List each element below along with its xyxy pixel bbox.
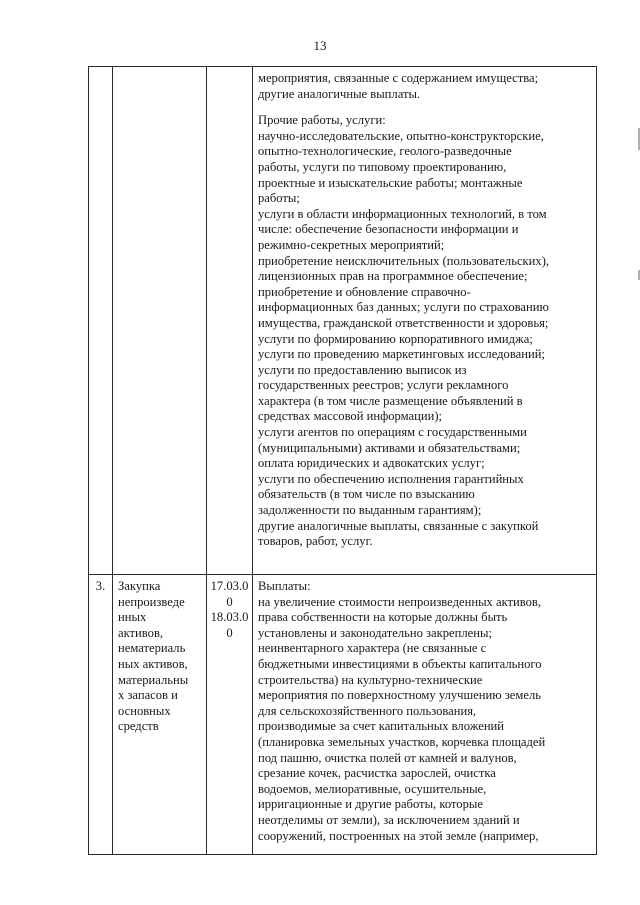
text-line: установлены и законодательно закреплены; bbox=[258, 625, 492, 640]
text-line: неотделимы от земли), за исключением зданий и bbox=[258, 812, 520, 827]
text-line: информационных баз данных; услуги по страхованию bbox=[258, 300, 549, 315]
text-line: ирригационные и другие работы, которые bbox=[258, 797, 483, 812]
text-line: услуги по обеспечению исполнения гарантийных bbox=[258, 471, 524, 486]
code-line: 0 bbox=[226, 594, 233, 609]
text-line: числе: обеспечение безопасности информации и bbox=[258, 222, 519, 237]
text-line: приобретение неисключительных (пользовательских), bbox=[258, 253, 550, 268]
text-line: под пашню, очистка полей от камней и валунов, bbox=[258, 750, 517, 765]
text-line: срезание кочек, расчистка зарослей, очистка bbox=[258, 766, 496, 781]
text-line: услуги агентов по операциям с государственными bbox=[258, 425, 527, 440]
row-description-cell bbox=[253, 575, 597, 855]
name-line: ных активов, bbox=[118, 656, 188, 671]
name-line: Закупка bbox=[118, 579, 161, 593]
name-line: х запасов и bbox=[118, 688, 178, 703]
row-code-cell bbox=[207, 575, 253, 855]
text-line: другие аналогичные выплаты, связанные с закупкой bbox=[258, 518, 539, 533]
row-description bbox=[253, 575, 596, 848]
text-line: работы; bbox=[258, 191, 300, 206]
text-line: услуги по предоставлению выписок из bbox=[258, 362, 467, 377]
name-line: нематериаль bbox=[118, 641, 186, 656]
name-cell bbox=[113, 67, 207, 575]
page-number: 13 bbox=[313, 38, 327, 53]
text-line: услуги по формированию корпоративного имиджа; bbox=[258, 331, 533, 346]
text-line: бюджетными инвестициями в объекты капитального bbox=[258, 656, 542, 671]
name-line: активов, bbox=[118, 625, 164, 640]
row-name bbox=[113, 575, 206, 739]
text-line: работы, услуги по типовому проектированию, bbox=[258, 159, 507, 174]
text-line: другие аналогичные выплаты. bbox=[258, 86, 421, 101]
text-line: для сельскохозяйственного пользования, bbox=[258, 703, 477, 718]
text-line: обязательств (в том числе по взысканию bbox=[258, 487, 475, 502]
text-line: товаров, работ, услуг. bbox=[258, 534, 373, 549]
text-line: (муниципальными) активами и обязательствами; bbox=[258, 440, 521, 455]
text-line: задолженности по выданным гарантиям); bbox=[258, 503, 482, 518]
row-code bbox=[207, 575, 252, 641]
text-line: неинвентарного характера (не связанные с bbox=[258, 641, 487, 656]
text-line: производимые за счет капитальных вложений bbox=[258, 719, 505, 734]
row-name-cell bbox=[113, 575, 207, 855]
text-line: приобретение и обновление справочно- bbox=[258, 284, 471, 299]
name-line: основных bbox=[118, 703, 171, 718]
text-line: мероприятия по поверхностному улучшению земель bbox=[258, 688, 541, 703]
text-line: водоемов, мелиоративные, осушительные, bbox=[258, 781, 487, 796]
code-line: 0 bbox=[226, 625, 233, 640]
text-line: (планировка земельных участков, корчевка площадей bbox=[258, 734, 546, 749]
description-block-1 bbox=[258, 71, 592, 102]
table-row-continued bbox=[89, 67, 597, 575]
text-line: научно-исследовательские, опытно-конструкторские, bbox=[258, 128, 544, 143]
name-line: непроизведе bbox=[118, 594, 185, 609]
text-line: на увеличение стоимости непроизведенных активов, bbox=[258, 594, 542, 609]
text-line: услуги по проведению маркетинговых исследований; bbox=[258, 347, 545, 362]
name-line: средств bbox=[118, 719, 159, 734]
description-cell bbox=[253, 67, 597, 575]
code-line: 17.03.0 bbox=[210, 579, 249, 593]
text-line: права собственности на которые должны быть bbox=[258, 610, 508, 625]
description-block-2 bbox=[258, 113, 592, 550]
classification-table bbox=[88, 66, 597, 855]
code-cell bbox=[207, 67, 253, 575]
text-line: мероприятия, связанные с содержанием имущества; bbox=[258, 71, 539, 85]
code-line: 18.03.0 bbox=[210, 610, 249, 625]
text-line: сооружений, построенных на этой земле (например, bbox=[258, 828, 539, 843]
text-line: Прочие работы, услуги: bbox=[258, 113, 386, 128]
name-line: нных bbox=[118, 610, 147, 625]
text-line: Выплаты: bbox=[258, 579, 311, 593]
text-line: опытно-технологические, геолого-разведочные bbox=[258, 144, 512, 159]
text-line: средствах массовой информации); bbox=[258, 409, 443, 424]
name-line: материальны bbox=[118, 672, 189, 687]
text-line: услуги в области информационных технологий, в том bbox=[258, 206, 547, 221]
text-line: оплата юридических и адвокатских услуг; bbox=[258, 456, 485, 471]
text-line: проектные и изыскательские работы; монтажные bbox=[258, 175, 523, 190]
text-line: характера (в том числе размещение объявлений в bbox=[258, 393, 523, 408]
text-line: лицензионных прав на программное обеспечение; bbox=[258, 269, 528, 284]
number-cell bbox=[89, 67, 113, 575]
text-line: режимно-секретных мероприятий; bbox=[258, 237, 445, 252]
table-row-3 bbox=[89, 575, 597, 855]
text-line: имущества, гражданской ответственности и здоровья; bbox=[258, 315, 549, 330]
row-number: 3. bbox=[89, 575, 113, 855]
text-line: государственных реестров; услуги рекламного bbox=[258, 378, 509, 393]
text-line: строительства) на культурно-технические bbox=[258, 672, 483, 687]
